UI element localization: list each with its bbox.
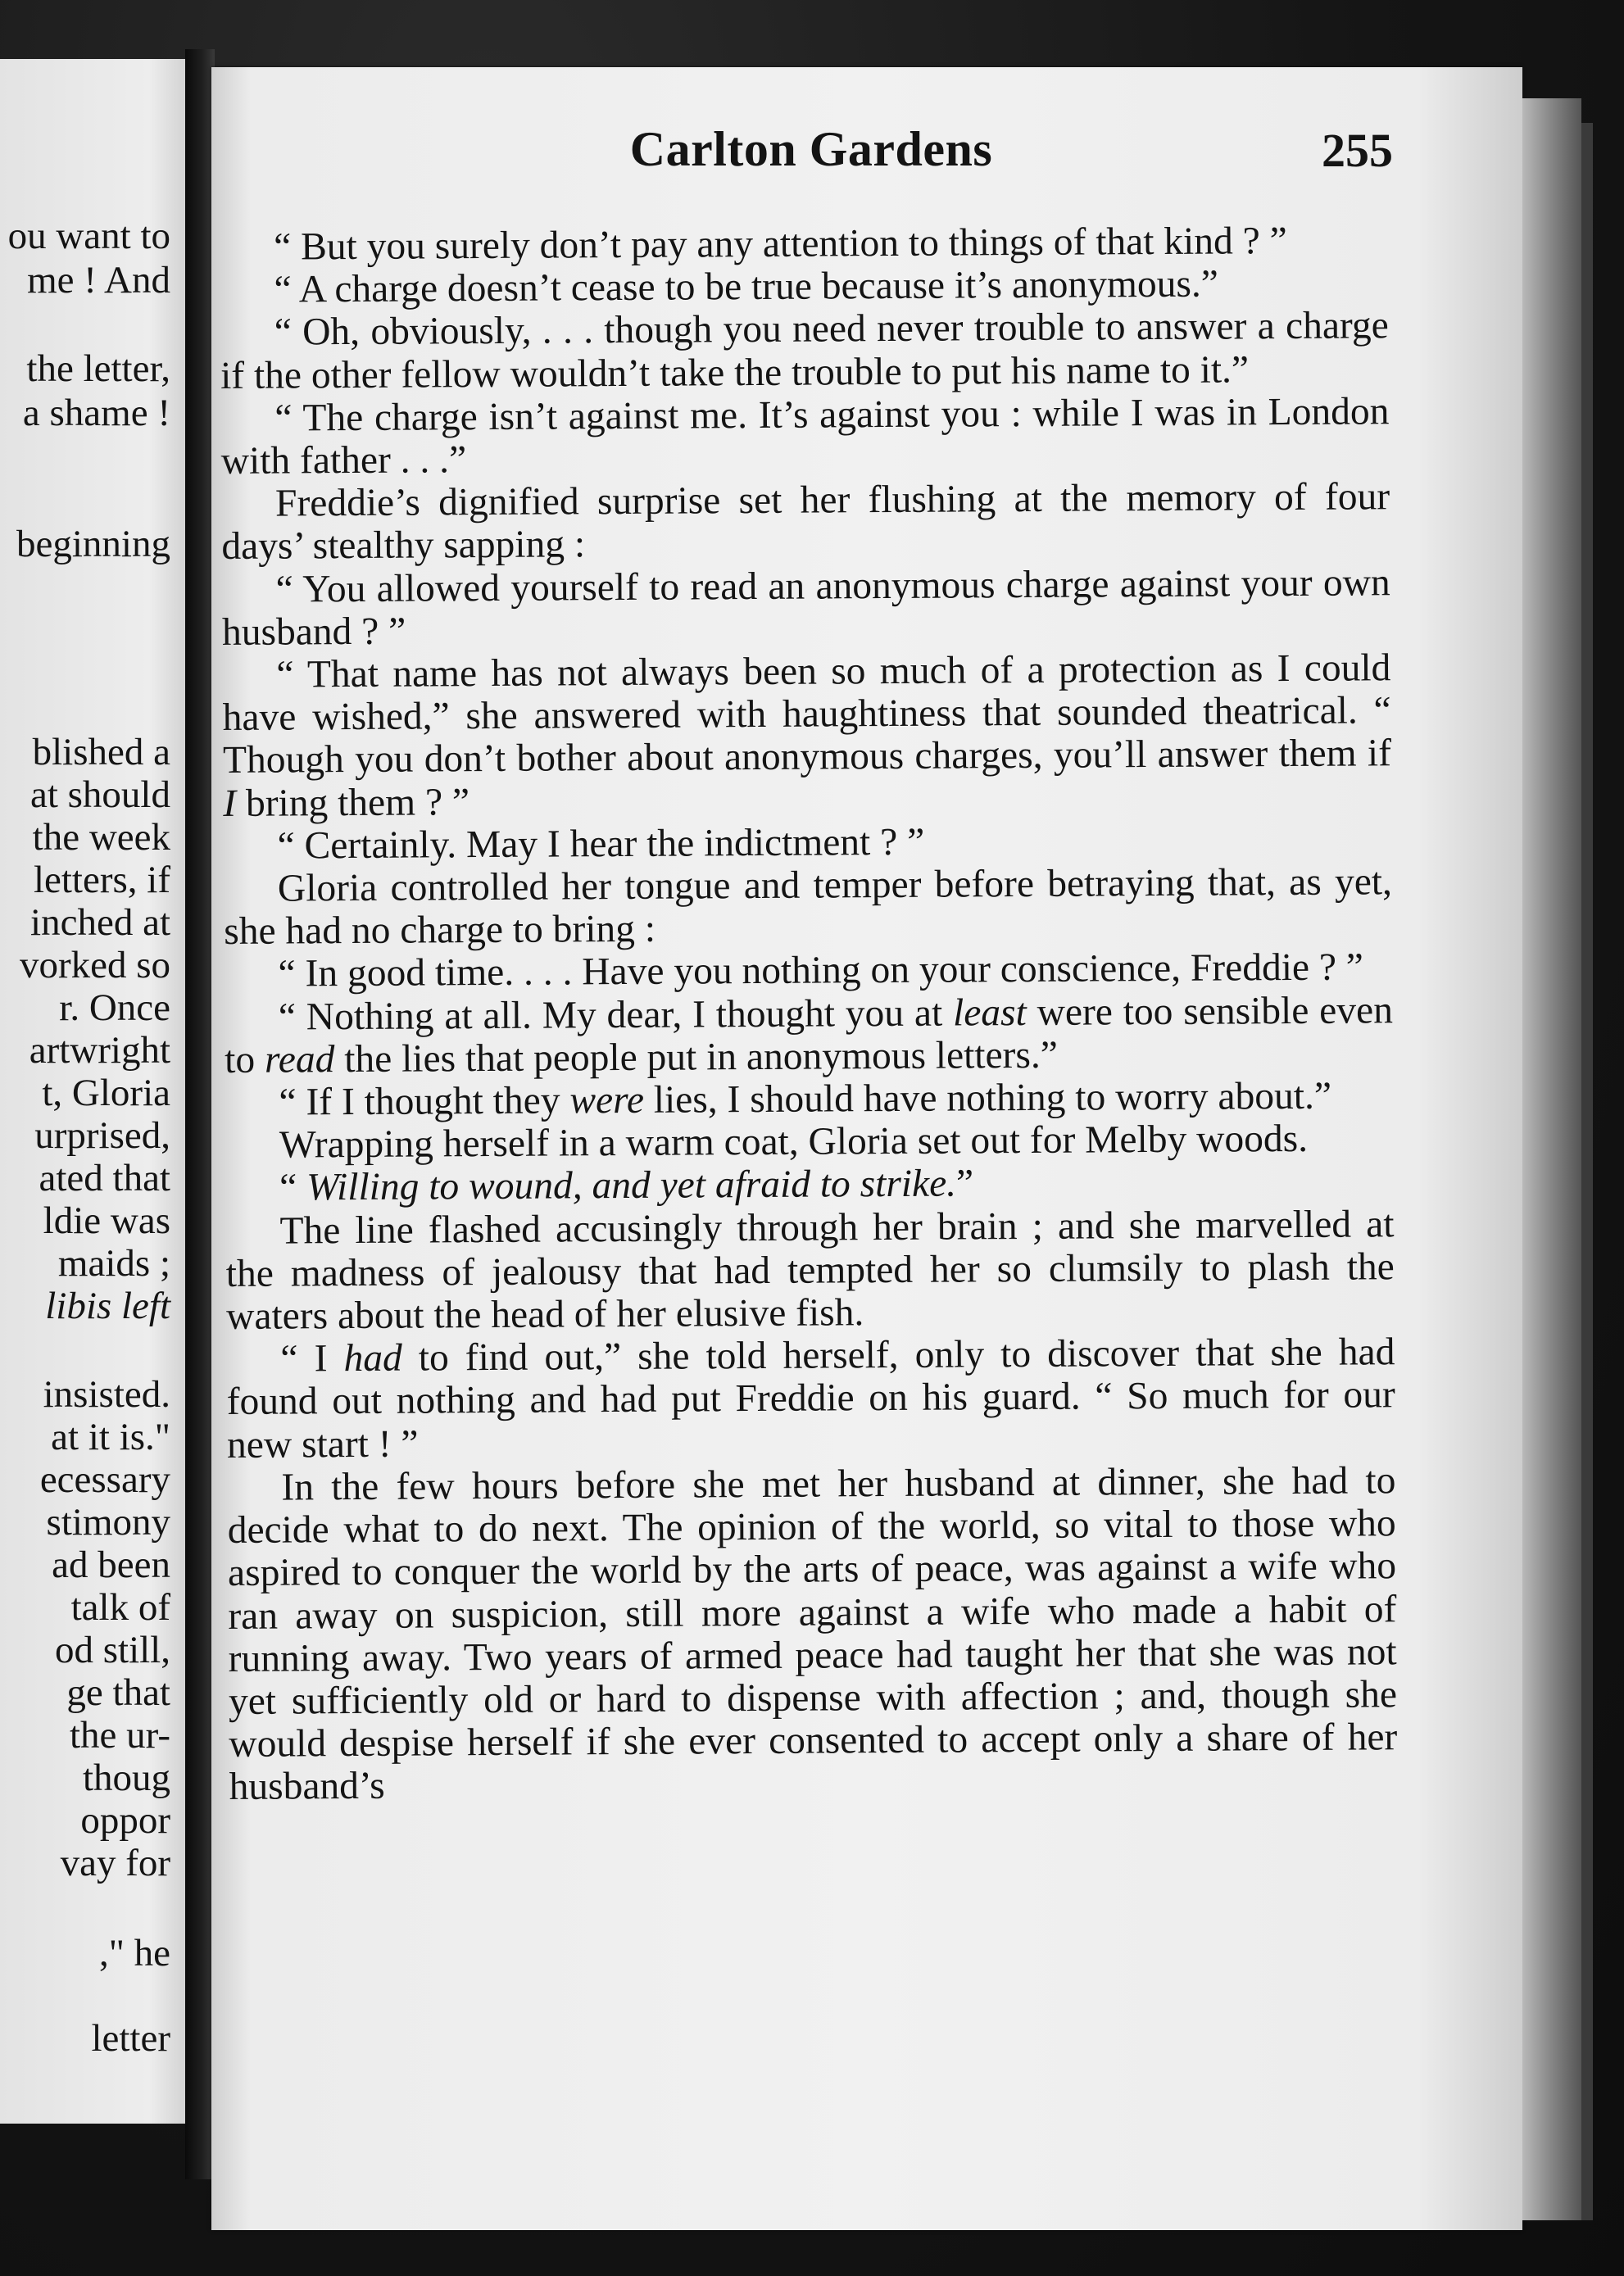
facing-page-line: r. Once xyxy=(59,986,170,1029)
facing-page-line: the week xyxy=(32,816,170,859)
facing-page-line: letter xyxy=(91,2017,170,2060)
paragraph: “ In good time. . . . Have you nothing on your conscience, Freddie ? ” xyxy=(278,945,1364,996)
facing-page-line: vay for xyxy=(60,1842,170,1884)
facing-page-left xyxy=(0,59,187,2124)
paragraph: Freddie’s dignified surprise set her flushing at the memory of four days’ stealthy sapping : xyxy=(221,475,1390,569)
facing-page-line: a shame ! xyxy=(22,392,170,434)
paragraph: “ I had to find out,” she told herself, only to discover that she had found out nothing and had put Freddie on his guard. “ So much for our new start ! ” xyxy=(226,1331,1395,1467)
facing-page-line: ldie was xyxy=(43,1199,170,1242)
paragraph: “ That name has not always been so much of a protection as I could have wished,” she answered with haughtiness that sounded theatrical. “ Though you don’t bother about anonymous charges, you’ll answer them if I bring them ? ” xyxy=(222,646,1392,825)
facing-page-line: ou want to xyxy=(7,215,170,257)
paragraph: “ The charge isn’t against me. It’s against you : while I was in London with father . . .” xyxy=(220,390,1390,483)
facing-page-line: ated that xyxy=(39,1157,170,1199)
paragraph: “ If I thought they were lies, I should have nothing to worry about.” xyxy=(279,1074,1332,1124)
facing-page-line: libis left xyxy=(45,1285,170,1327)
page-edge-dark xyxy=(1581,123,1593,2220)
facing-page-line: ad been xyxy=(52,1544,170,1586)
facing-page-line: the letter, xyxy=(26,347,170,390)
facing-page-line: od still, xyxy=(54,1629,170,1671)
body-text xyxy=(220,219,1398,1808)
paragraph: The line flashed accusingly through her brain ; and she marvelled at the madness of jealousy that had tempted her so clumsily to plash the waters about the head of her elusive fish. xyxy=(225,1202,1395,1339)
running-head: Carlton Gardens xyxy=(629,122,993,176)
facing-page-line: stimony xyxy=(46,1501,170,1544)
facing-page-line: ecessary xyxy=(39,1458,170,1501)
paragraph: “ But you surely don’t pay any attention to things of that kind ? ” xyxy=(273,220,1287,269)
facing-page-line: talk of xyxy=(70,1586,170,1629)
page-number: 255 xyxy=(1322,124,1393,177)
facing-page-line: oppor xyxy=(80,1799,170,1842)
facing-page-line: me ! And xyxy=(27,259,170,302)
paragraph: “ Nothing at all. My dear, I thought you at least were too sensible even to read the lies that people put in anonymous letters.” xyxy=(225,988,1394,1081)
paragraph: “ Oh, obviously, . . . though you need never trouble to answer a charge if the other fellow wouldn’t take the trouble to put his name to it.” xyxy=(220,304,1389,397)
paragraph: In the few hours before she met her husband at dinner, she had to decide what to do next. The opinion of the world, so vital to those who aspired to conquer the world by the arts of peace, was against a wife who ran away on suspicion, still more against a wife who made a habit of running away. Two years of armed peace had taught her that she was not yet sufficiently old or hard to dispense with affection ; and, though she would despise herself if she ever consented to accept only a share of her husband’s xyxy=(227,1459,1398,1809)
facing-page-line: ge that xyxy=(66,1671,170,1714)
facing-page-line: inched at xyxy=(30,901,170,944)
facing-page-line: letters, if xyxy=(33,859,170,901)
facing-page-line: urprised, xyxy=(34,1114,170,1157)
facing-page-line: at it is." xyxy=(51,1416,170,1458)
paragraph: Wrapping herself in a warm coat, Gloria set out for Melby woods. xyxy=(279,1118,1309,1167)
facing-page-line: t, Gloria xyxy=(42,1072,170,1114)
facing-page-line: vorked so xyxy=(19,944,170,986)
paragraph: “ A charge doesn’t cease to be true because it’s anonymous.” xyxy=(274,262,1219,311)
facing-page-line: beginning xyxy=(16,523,170,565)
facing-page-line: artwright xyxy=(29,1029,170,1072)
paragraph: “ You allowed yourself to read an anonymous charge against your own husband ? ” xyxy=(221,560,1390,654)
facing-page-line: insisted. xyxy=(43,1373,170,1416)
page-edge-shadow xyxy=(1522,98,1581,2220)
quotation-paragraph: “ Willing to wound, and yet afraid to strike.” xyxy=(279,1162,974,1210)
book-gutter xyxy=(185,49,215,2179)
facing-page-line: at should xyxy=(29,773,170,816)
paragraph: “ Certainly. May I hear the indictment ? ” xyxy=(277,820,925,868)
facing-page-line: ," he xyxy=(98,1932,170,1974)
facing-page-line: the ur- xyxy=(69,1714,170,1757)
facing-page-line: maids ; xyxy=(57,1242,170,1285)
paragraph: Gloria controlled her tongue and temper before betraying that, as yet, she had no charge to bring : xyxy=(224,860,1393,954)
facing-page-line: thoug xyxy=(82,1757,170,1799)
facing-page-line: blished a xyxy=(32,731,170,773)
